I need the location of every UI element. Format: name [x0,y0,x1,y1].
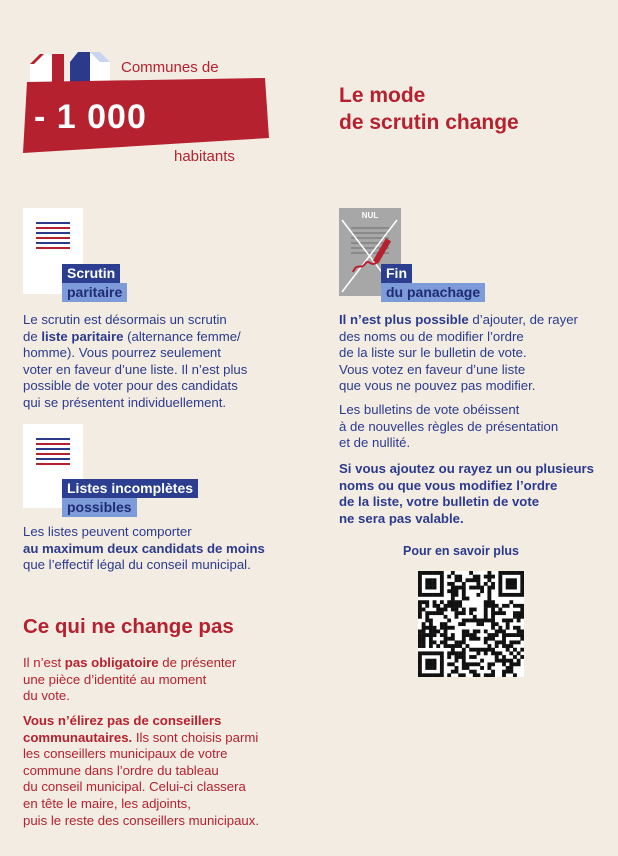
unchanged-paragraph-1 [23,655,313,705]
text-line: noms ou que vous modifiez l’ordre [339,477,558,493]
incompletes-paragraph [23,524,313,574]
incompletes-label-line2: possibles [62,498,137,517]
panachage-paragraph-2 [339,402,609,452]
text-line: puis le reste des conseillers municipaux. [23,812,260,828]
text-line: Les bulletins de vote obéissent [339,402,520,417]
text-line: commune dans l’ordre du tableau [23,762,219,778]
text-line: qui se présentent individuellement. [23,394,227,410]
paritaire-label-line2: paritaire [62,283,127,302]
text-line: que l’effectif légal du conseil municipal. [23,557,251,573]
text-line: du vote. [23,688,70,704]
text-line: homme). Vous pourrez seulement [23,345,221,361]
page-title-line2: de scrutin change [339,111,519,134]
badge-bottom-text: habitants [174,148,235,165]
panachage-label-line2: du panachage [381,283,485,302]
unchanged-paragraph-2 [23,713,318,829]
page-title [339,82,519,136]
incompletes-label-line1: Listes incomplètes [62,479,198,498]
text-line: les conseillers municipaux de votre [23,746,228,762]
text-line: Vous votez en faveur d’une liste [339,361,526,377]
text-line: du conseil municipal. Celui-ci classera [23,779,246,795]
text-line: en tête le maire, les adjoints, [23,795,191,811]
text-line: une pièce d’identité au moment [23,671,207,687]
panachage-paragraph-1 [339,312,609,395]
text-line: Vous n’élirez pas de conseillers [23,713,222,728]
more-info-label: Pour en savoir plus [403,544,520,558]
text-line: Il n’est plus possible d’ajouter, de rayer [339,312,578,327]
text-line: que vous ne pouvez pas modifier. [339,378,536,394]
text-line: au maximum deux candidats de moins [23,540,265,556]
text-line: Il n’est pas obligatoire de présenter [23,655,237,670]
text-line: voter en faveur d’une liste. Il n’est plus [23,361,248,377]
text-line: des noms ou de modifier l’ordre [339,328,524,344]
text-line: à de nouvelles règles de présentation [339,418,559,434]
paritaire-label-line1: Scrutin [62,264,120,283]
text-line: Les listes peuvent comporter [23,524,192,539]
text-line: communautaires. Ils sont choisis parmi [23,729,259,745]
text-line: de la liste sur le bulletin de vote. [339,345,527,361]
text-line: et de nullité. [339,435,411,451]
text-line: de la liste, votre bulletin de vote [339,494,540,510]
unchanged-title: Ce qui ne change pas [23,615,234,638]
text-line: Le scrutin est désormais un scrutin [23,312,227,327]
paritaire-paragraph [23,312,303,412]
text-line: possible de voter pour des candidats [23,378,238,394]
null-ballot-label: NUL [361,211,379,220]
text-line: ne sera pas valable. [339,510,464,526]
text-line: de liste paritaire (alternance femme/ [23,328,241,344]
panachage-label-line1: Fin [381,264,412,283]
badge-number: - 1 000 [34,98,147,136]
panachage-paragraph-3 [339,461,611,527]
qr-code[interactable] [418,571,524,677]
badge-top-text: Communes de [121,59,219,76]
text-line: Si vous ajoutez ou rayez un ou plusieurs [339,461,595,476]
page-title-line1: Le mode [339,84,426,107]
